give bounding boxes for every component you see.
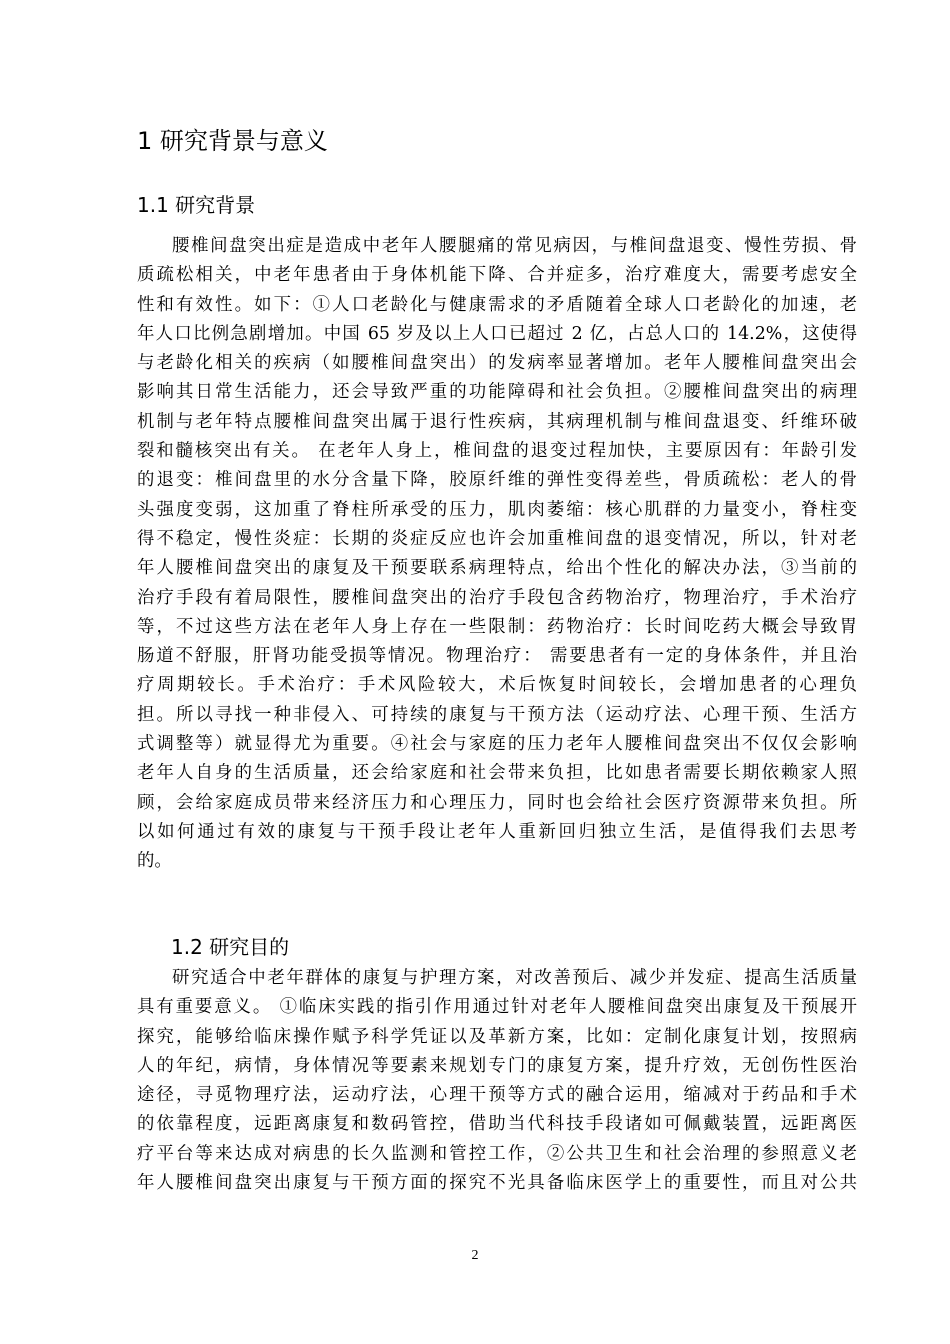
text-line: 疗平台等来达成对病患的长久监测和管控工作，②公共卫生和社会治理的参照意义老: [137, 1143, 857, 1164]
text-line: 担。所以寻找一种非侵入、可持续的康复与干预方法（运动疗法、心理干预、生活方: [137, 704, 857, 725]
text-line: 顾，会给家庭成员带来经济压力和心理压力，同时也会给社会医疗资源带来负担。所: [137, 792, 857, 813]
text-line: 具有重要意义。 ①临床实践的指引作用通过针对老年人腰椎间盘突出康复及干预展开: [137, 997, 857, 1018]
section-heading-purpose: 1.2 研究目的: [171, 935, 290, 959]
page-number: 2: [471, 1248, 479, 1263]
text-line: 年人口比例急剧增加。中国 65 岁及以上人口已超过 2 亿，占总人口的 14.2%，这使得: [137, 323, 857, 344]
text-line: 式调整等）就显得尤为重要。④社会与家庭的压力老年人腰椎间盘突出不仅仅会影响: [137, 734, 857, 755]
text-line: 研究适合中老年群体的康复与护理方案，对改善预后、减少并发症、提高生活质量: [172, 968, 857, 988]
text-line: 腰椎间盘突出症是造成中老年人腰腿痛的常见病因，与椎间盘退变、慢性劳损、骨: [172, 236, 857, 256]
text-line: 年人腰椎间盘突出康复与干预方面的探究不光具备临床医学上的重要性，而且对公共: [137, 1173, 857, 1194]
text-line: 等，不过这些方法在老年人身上存在一些限制：药物治疗：长时间吃药大概会导致胃: [137, 616, 857, 637]
section-heading-background: 1.1 研究背景: [137, 193, 256, 217]
chapter-heading: 1 研究背景与意义: [137, 127, 328, 155]
text-line: 的退变：椎间盘里的水分含量下降，胶原纤维的弹性变得差些，骨质疏松：老人的骨: [137, 470, 857, 491]
text-line: 影响其日常生活能力，还会导致严重的功能障碍和社会负担。②腰椎间盘突出的病理: [137, 382, 857, 403]
text-line: 得不稳定，慢性炎症：长期的炎症反应也许会加重椎间盘的退变情况，所以，针对老: [137, 528, 857, 549]
purpose-paragraph: [137, 964, 857, 1198]
text-line: 性和有效性。如下：①人口老龄化与健康需求的矛盾随着全球人口老龄化的加速，老: [137, 294, 857, 315]
text-line: 年人腰椎间盘突出的康复及干预要联系病理特点，给出个性化的解决办法，③当前的: [137, 558, 857, 579]
text-line: 以如何通过有效的康复与干预手段让老年人重新回归独立生活，是值得我们去思考: [137, 821, 857, 842]
text-line: 质疏松相关，中老年患者由于身体机能下降、合并症多，治疗难度大，需要考虑安全: [137, 265, 857, 286]
text-line: 老年人自身的生活质量，还会给家庭和社会带来负担，比如患者需要长期依赖家人照: [137, 763, 857, 784]
text-line: 探究，能够给临床操作赋予科学凭证以及革新方案，比如：定制化康复计划，按照病: [137, 1026, 857, 1047]
text-line: 头强度变弱，这加重了脊柱所承受的压力，肌肉萎缩：核心肌群的力量变小，脊柱变: [137, 499, 857, 520]
text-line: 的依靠程度，远距离康复和数码管控，借助当代科技手段诸如可佩戴装置，远距离医: [137, 1114, 857, 1135]
text-line: 疗周期较长。手术治疗：手术风险较大，术后恢复时间较长，会增加患者的心理负: [137, 675, 857, 696]
text-line: 机制与老年特点腰椎间盘突出属于退行性疾病，其病理机制与椎间盘退变、纤维环破: [137, 411, 857, 432]
text-line: 肠道不舒服，肝肾功能受损等情况。物理治疗： 需要患者有一定的身体条件，并且治: [137, 646, 857, 667]
text-line: 的。: [137, 851, 172, 872]
text-line: 人的年纪，病情，身体情况等要素来规划专门的康复方案，提升疗效，无创伤性医治: [137, 1055, 857, 1076]
text-line: 治疗手段有着局限性，腰椎间盘突出的治疗手段包含药物治疗，物理治疗，手术治疗: [137, 587, 857, 608]
background-paragraph: [137, 232, 857, 877]
text-line: 裂和髓核突出有关。 在老年人身上，椎间盘的退变过程加快，主要原因有：年龄引发: [137, 441, 857, 462]
text-line: 与老龄化相关的疾病（如腰椎间盘突出）的发病率显著增加。老年人腰椎间盘突出会: [137, 353, 857, 374]
text-line: 途径，寻觅物理疗法，运动疗法，心理干预等方式的融合运用，缩减对于药品和手术: [137, 1085, 857, 1106]
